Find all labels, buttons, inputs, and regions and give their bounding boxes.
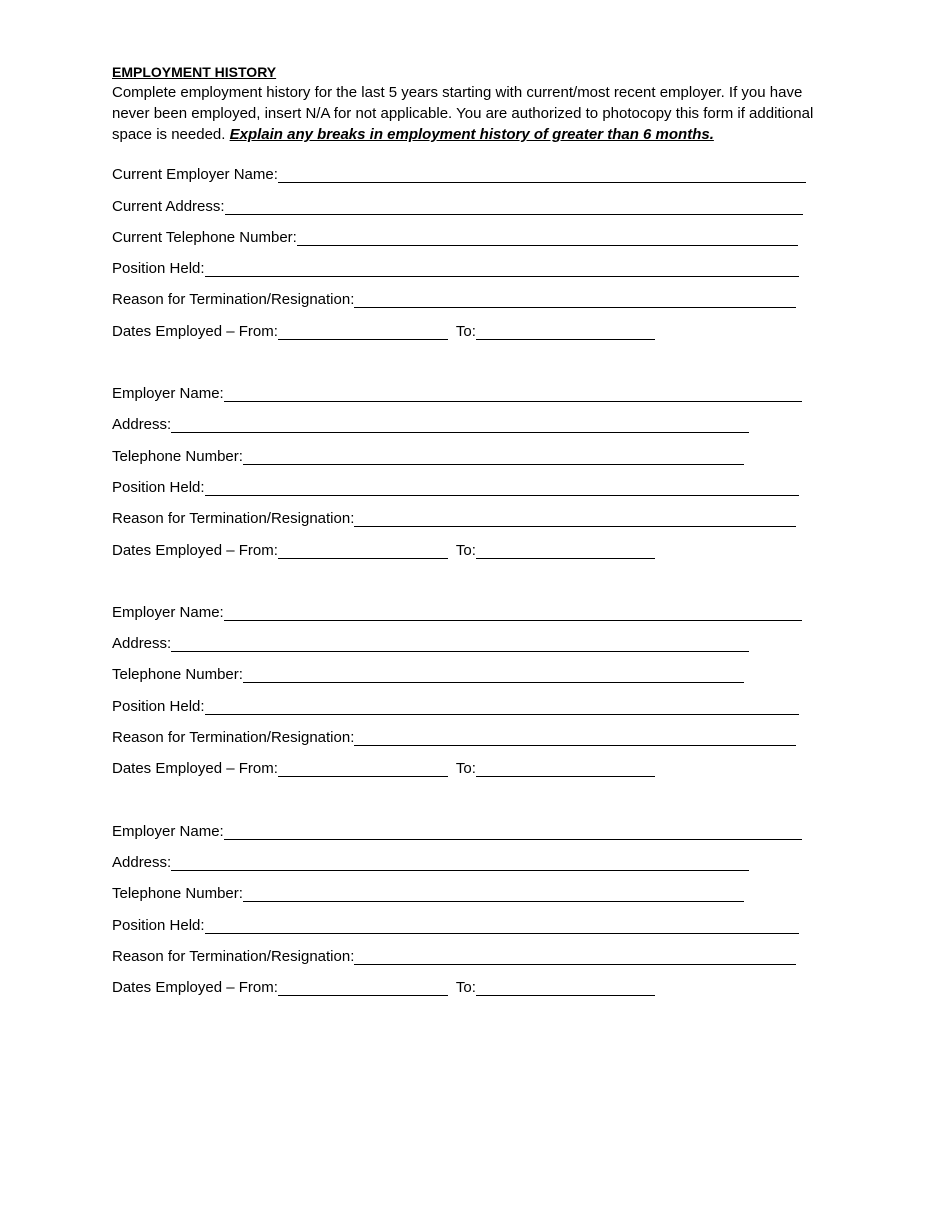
position-row bbox=[112, 249, 842, 280]
reason-field[interactable] bbox=[354, 730, 796, 746]
position-field[interactable] bbox=[205, 918, 799, 934]
dates-to-label: To: bbox=[455, 322, 476, 340]
address-row bbox=[112, 624, 842, 655]
address-row bbox=[112, 405, 842, 436]
employer-name-field[interactable] bbox=[224, 824, 802, 840]
employer-section-current bbox=[112, 155, 842, 343]
dates-to-field[interactable] bbox=[476, 761, 655, 777]
position-row bbox=[112, 686, 842, 717]
instructions-text: Complete employment history for the last 5 years starting with current/most recent employer. If you have never been employed, insert N/A for not applicable. You are authorized to photocopy this form if additional space is needed. bbox=[112, 84, 814, 143]
telephone-label: Telephone Number: bbox=[112, 666, 243, 684]
reason-label: Reason for Termination/Resignation: bbox=[112, 947, 355, 965]
dates-from-label: Dates Employed – From: bbox=[112, 979, 278, 997]
dates-row bbox=[112, 530, 842, 561]
employer-name-row bbox=[112, 811, 842, 842]
dates-to-label: To: bbox=[455, 979, 476, 997]
dates-from-field[interactable] bbox=[278, 324, 448, 340]
position-row bbox=[112, 905, 842, 936]
reason-row bbox=[112, 280, 842, 311]
telephone-field[interactable] bbox=[243, 667, 744, 683]
address-row bbox=[112, 843, 842, 874]
employer-section-3 bbox=[112, 593, 842, 781]
address-label: Address: bbox=[112, 853, 172, 871]
employer-name-label: Employer Name: bbox=[112, 385, 224, 403]
employer-section-2 bbox=[112, 374, 842, 562]
telephone-row bbox=[112, 655, 842, 686]
reason-row bbox=[112, 937, 842, 968]
position-label: Position Held: bbox=[112, 260, 205, 278]
address-label: Address: bbox=[112, 416, 172, 434]
telephone-field[interactable] bbox=[243, 449, 744, 465]
dates-row bbox=[112, 311, 842, 342]
telephone-label: Current Telephone Number: bbox=[112, 228, 297, 246]
address-field[interactable] bbox=[171, 855, 749, 871]
position-row bbox=[112, 468, 842, 499]
form-title: EMPLOYMENT HISTORY bbox=[112, 64, 277, 80]
reason-field[interactable] bbox=[354, 292, 796, 308]
reason-label: Reason for Termination/Resignation: bbox=[112, 729, 355, 747]
telephone-field[interactable] bbox=[297, 230, 798, 246]
telephone-label: Telephone Number: bbox=[112, 447, 243, 465]
address-row bbox=[112, 186, 842, 217]
telephone-field[interactable] bbox=[243, 886, 744, 902]
employer-name-field[interactable] bbox=[278, 167, 806, 183]
dates-row bbox=[112, 968, 842, 999]
address-field[interactable] bbox=[171, 417, 749, 433]
dates-to-field[interactable] bbox=[476, 324, 655, 340]
dates-from-field[interactable] bbox=[278, 543, 448, 559]
dates-from-label: Dates Employed – From: bbox=[112, 541, 278, 559]
telephone-row bbox=[112, 436, 842, 467]
reason-row bbox=[112, 499, 842, 530]
address-field[interactable] bbox=[225, 199, 803, 215]
position-label: Position Held: bbox=[112, 478, 205, 496]
address-label: Address: bbox=[112, 635, 172, 653]
reason-label: Reason for Termination/Resignation: bbox=[112, 510, 355, 528]
employment-history-form bbox=[112, 62, 842, 999]
dates-to-field[interactable] bbox=[476, 543, 655, 559]
reason-label: Reason for Termination/Resignation: bbox=[112, 291, 355, 309]
employer-name-label: Employer Name: bbox=[112, 822, 224, 840]
address-label: Current Address: bbox=[112, 197, 225, 215]
position-field[interactable] bbox=[205, 480, 799, 496]
telephone-row bbox=[112, 218, 842, 249]
reason-field[interactable] bbox=[354, 511, 796, 527]
position-label: Position Held: bbox=[112, 697, 205, 715]
dates-to-label: To: bbox=[455, 541, 476, 559]
reason-row bbox=[112, 718, 842, 749]
position-field[interactable] bbox=[205, 699, 799, 715]
dates-to-field[interactable] bbox=[476, 980, 655, 996]
employer-name-row bbox=[112, 593, 842, 624]
employer-name-row bbox=[112, 374, 842, 405]
employer-name-row bbox=[112, 155, 842, 186]
form-instructions bbox=[112, 82, 832, 145]
telephone-row bbox=[112, 874, 842, 905]
dates-from-label: Dates Employed – From: bbox=[112, 760, 278, 778]
position-label: Position Held: bbox=[112, 916, 205, 934]
employer-name-label: Current Employer Name: bbox=[112, 166, 278, 184]
position-field[interactable] bbox=[205, 261, 799, 277]
dates-from-field[interactable] bbox=[278, 761, 448, 777]
dates-to-label: To: bbox=[455, 760, 476, 778]
employer-name-field[interactable] bbox=[224, 605, 802, 621]
dates-from-label: Dates Employed – From: bbox=[112, 322, 278, 340]
telephone-label: Telephone Number: bbox=[112, 885, 243, 903]
employer-name-label: Employer Name: bbox=[112, 603, 224, 621]
instructions-emphasis: Explain any breaks in employment history of greater than 6 months. bbox=[229, 126, 714, 143]
reason-field[interactable] bbox=[354, 949, 796, 965]
employer-section-4 bbox=[112, 811, 842, 999]
dates-row bbox=[112, 749, 842, 780]
address-field[interactable] bbox=[171, 636, 749, 652]
employer-name-field[interactable] bbox=[224, 386, 802, 402]
dates-from-field[interactable] bbox=[278, 980, 448, 996]
